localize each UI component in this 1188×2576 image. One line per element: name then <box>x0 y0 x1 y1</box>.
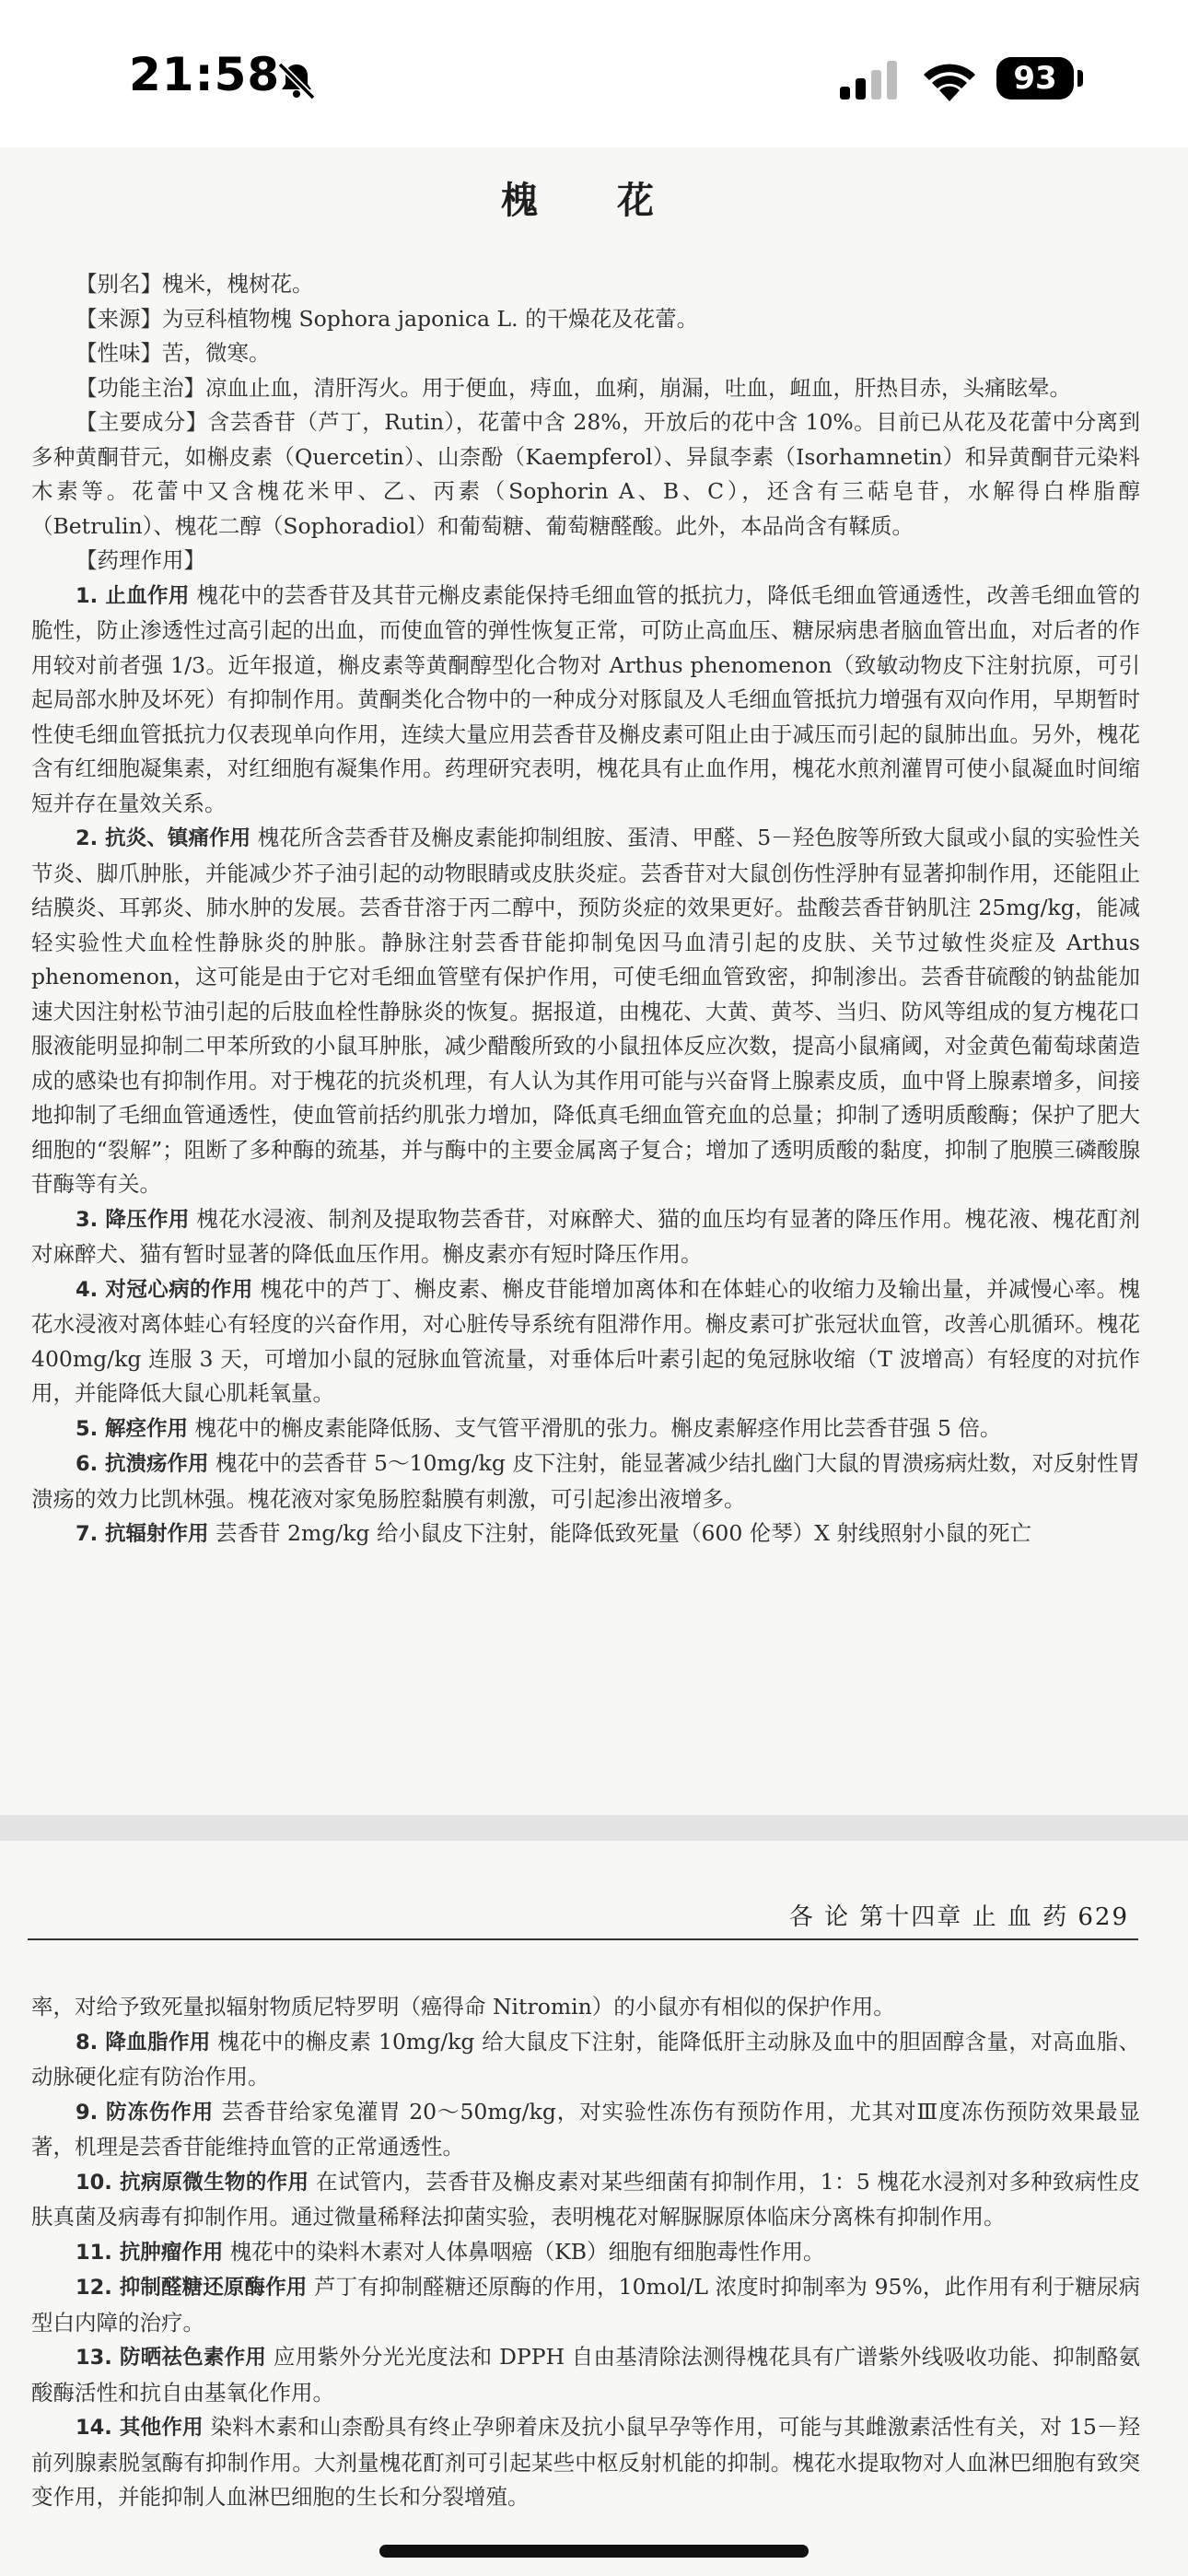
running-header: 各 论 第十四章 止 血 药 629 <box>788 1903 1129 1931</box>
item-heading: 10. 抗病原微生物的作用 <box>76 2170 309 2195</box>
item-heading: 9. 防冻伤作用 <box>76 2100 215 2125</box>
home-indicator[interactable] <box>379 2545 809 2558</box>
paragraph-item-7 <box>31 1516 1140 1552</box>
item-heading: 1. 止血作用 <box>76 583 190 608</box>
page1-body <box>31 267 1140 1552</box>
status-time: 21:58 <box>129 48 281 101</box>
battery-indicator: 93 <box>996 57 1074 100</box>
paragraph-item-2 <box>31 821 1140 1202</box>
bell-slash-icon <box>274 59 319 103</box>
paragraph-components <box>31 405 1140 544</box>
cellular-signal-icon <box>840 61 899 100</box>
paragraph-item-1 <box>31 579 1140 822</box>
section-text: 凉血止血，清肝泻火。用于便血，痔血，血痢，崩漏，吐血，衄血，肝热目赤，头痛眩晕。 <box>205 374 1071 401</box>
section-label: 【来源】 <box>76 305 162 332</box>
item-text: 槐花所含芸香苷及槲皮素能抑制组胺、蛋清、甲醛、5－羟色胺等所致大鼠或小鼠的实验性关节炎、脚爪肿胀，并能减少芥子油引起的动物眼睛或皮肤炎症。芸香苷对大鼠创伤性浮肿有显著抑制作用，还能阻止结膜炎、耳郭炎、肺水肿的发展。芸香苷溶于丙二醇中，预防炎症的效果更好。盐酸芸香苷钠肌注 25mg/kg，能减轻实验性犬血栓性静脉炎的肿胀。静脉注射芸香苷能抑制兔因马血清引起的皮肤、关节过敏性炎症及 Arthus phenomenon，这可能是由于它对毛细血管壁有保护作用，可使毛细血管致密，抑制渗出。芸香苷硫酸的钠盐能加速犬因注射松节油引起的后肢血栓性静脉炎的恢复。据报道，由槐花、大黄、黄芩、当归、防风等组成的复方槐花口服液能明显抑制二甲苯所致的小鼠耳肿胀，减少醋酸所致的小鼠扭体反应次数，提高小鼠痛阈，对金黄色葡萄球菌造成的感染也有抑制作用。对于槐花的抗炎机理，有人认为其作用可能与兴奋肾上腺素皮质，血中肾上腺素增多，间接地抑制了毛细血管通透性，使血管前括约肌张力增加，降低真毛细血管充血的总量；抑制了透明质酸酶；保护了肥大细胞的“裂解”；阻断了多种酶的巯基，并与酶中的主要金属离子复合；增加了透明质酸的黏度，抑制了胞膜三磷酸腺苷酶等有关。 <box>31 825 1140 1197</box>
status-bar <box>0 0 1188 147</box>
paragraph-item-8 <box>31 2025 1140 2095</box>
section-label: 【功能主治】 <box>76 374 205 401</box>
page2-body <box>31 1990 1140 2515</box>
paragraph-item-14 <box>31 2410 1140 2515</box>
paragraph-function <box>31 371 1140 406</box>
battery-cap <box>1077 70 1083 87</box>
item-heading: 12. 抑制醛糖还原酶作用 <box>76 2276 308 2300</box>
paragraph-item-6 <box>31 1446 1140 1516</box>
paragraph-nature <box>31 336 1140 371</box>
paragraph-item-13 <box>31 2340 1140 2410</box>
section-text: 为豆科植物槐 Sophora japonica L. 的干燥花及花蕾。 <box>162 305 699 332</box>
item-text: 槐花中的芸香苷及其苷元槲皮素能保持毛细血管的抵抗力，降低毛细血管通透性，改善毛细血管的脆性，防止渗透性过高引起的出血，而使血管的弹性恢复正常，可防止高血压、糖尿病患者脑血管出血，对后者的作用较对前者强 1/3。近年报道，槲皮素等黄酮醇型化合物对 Arthus phenomenon（致敏动物皮下注射抗原，可引起局部水肿及坏死）有抑制作用。黄酮类化合物中的一种成分对豚鼠及人毛细血管抵抗力增强有双向作用，早期暂时性使毛细血管抵抗力仅表现单向作用，连续大量应用芸香苷及槲皮素可阻止由于减压而引起的鼠肺出血。另外，槐花含有红细胞凝集素，对红细胞有凝集作用。药理研究表明，槐花具有止血作用，槐花水煎剂灌胃可使小鼠凝血时间缩短并存在量效关系。 <box>31 581 1140 816</box>
section-label: 【性味】 <box>76 340 162 366</box>
paragraph-item-5 <box>31 1411 1140 1447</box>
paragraph-source <box>31 302 1140 337</box>
paragraph-item-12 <box>31 2270 1140 2340</box>
item-text: 槐花中的染料木素对人体鼻咽癌（KB）细胞有细胞毒性作用。 <box>229 2238 825 2265</box>
paragraph-item-10 <box>31 2165 1140 2235</box>
document-page-1 <box>0 147 1188 1815</box>
paragraph-item-3 <box>31 1202 1140 1272</box>
item-heading: 5. 解痉作用 <box>76 1416 189 1441</box>
item-text: 染料木素和山柰酚具有终止孕卵着床及抗小鼠早孕等作用，可能与其雌激素活性有关，对 15－羟前列腺素脱氢酶有抑制作用。大剂量槐花酊剂可引起某些中枢反射机能的抑制。槐花水提取物对人血淋巴细胞有致突变作用，并能抑制人血淋巴细胞的生长和分裂增殖。 <box>31 2414 1140 2510</box>
section-text: 含芸香苷（芦丁，Rutin），花蕾中含 28%，开放后的花中含 10%。目前已从花及花蕾中分离到多种黄酮苷元，如槲皮素（Quercetin）、山柰酚（Kaempferol）、异鼠李素（Isorhamnetin）和异黄酮苷元染料木素等。花蕾中又含槐花米甲、乙、丙素（Sophorin A、B、C），还含有三萜皂苷，水解得白桦脂醇（Betrulin）、槐花二醇（Sophoradiol）和葡萄糖、葡萄糖醛酸。此外，本品尚含有鞣质。 <box>31 409 1140 539</box>
item-text: 槐花中的芦丁、槲皮素、槲皮苷能增加离体和在体蛙心的收缩力及输出量，并减慢心率。槐花水浸液对离体蛙心有轻度的兴奋作用，对心脏传导系统有阻滞作用。槲皮素可扩张冠状血管，改善心肌循环。槐花 400mg/kg 连服 3 天，可增加小鼠的冠脉血管流量，对垂体后叶素引起的兔冠脉收缩（T 波增高）有轻度的对抗作用，并能降低大鼠心肌耗氧量。 <box>31 1275 1140 1406</box>
item-text: 芸香苷给家兔灌胃 20～50mg/kg，对实验性冻伤有预防作用，尤其对Ⅲ度冻伤预防效果最显著，机理是芸香苷能维持血管的正常通透性。 <box>31 2098 1140 2160</box>
item-heading: 14. 其他作用 <box>76 2416 204 2440</box>
paragraph-continuation <box>31 1990 1140 2025</box>
section-label: 【别名】 <box>76 271 162 297</box>
item-heading: 6. 抗溃疡作用 <box>76 1452 209 1476</box>
item-text: 芸香苷 2mg/kg 给小鼠皮下注射，能降低致死量（600 伦琴）X 射线照射小鼠的死亡 <box>215 1520 1031 1546</box>
item-heading: 4. 对冠心病的作用 <box>76 1277 253 1302</box>
wifi-icon <box>921 55 978 101</box>
page-title: 槐 花 <box>501 179 687 222</box>
item-heading: 2. 抗炎、镇痛作用 <box>76 826 251 850</box>
section-text: 苦，微寒。 <box>162 340 271 366</box>
item-heading: 11. 抗肿瘤作用 <box>76 2240 224 2265</box>
item-text: 槐花中的槲皮素 10mg/kg 给大鼠皮下注射，能降低肝主动脉及血中的胆固醇含量，对高血脂、动脉硬化症有防治作用。 <box>31 2028 1140 2090</box>
page-separator <box>0 1815 1188 1841</box>
item-heading: 8. 降血脂作用 <box>76 2030 211 2055</box>
item-text: 芦丁有抑制醛糖还原酶的作用，10mol/L 浓度时抑制率为 95%，此作用有利于糖尿病型白内障的治疗。 <box>31 2274 1140 2336</box>
item-text: 槐花中的槲皮素能降低肠、支气管平滑肌的张力。槲皮素解痉作用比芸香苷强 5 倍。 <box>194 1414 1002 1441</box>
item-heading: 7. 抗辐射作用 <box>76 1522 209 1546</box>
paragraph-alias <box>31 267 1140 302</box>
item-text: 在试管内，芸香苷及槲皮素对某些细菌有抑制作用，1：5 槐花水浸剂对多种致病性皮肤真菌及病毒有抑制作用。通过微量稀释法抑菌实验，表明槐花对解脲脲原体临床分离株有抑制作用。 <box>31 2168 1140 2230</box>
paragraph-item-9 <box>31 2095 1140 2165</box>
paragraph-item-4 <box>31 1272 1140 1411</box>
section-label: 【主要成分】 <box>76 409 208 435</box>
paragraph-item-11 <box>31 2235 1140 2271</box>
header-rule <box>28 1938 1138 1940</box>
item-text: 槐花中的芸香苷 5～10mg/kg 皮下注射，能显著减少结扎幽门大鼠的胃溃疡病灶数，对反射性胃溃疡的效力比凯林强。槐花液对家兔肠腔黏膜有刺激，可引起渗出液增多。 <box>31 1450 1140 1512</box>
item-text: 应用紫外分光光度法和 DPPH 自由基清除法测得槐花具有广谱紫外线吸收功能、抑制酪氨酸酶活性和抗自由基氧化作用。 <box>31 2344 1140 2406</box>
paragraph-pharmacology <box>31 544 1140 579</box>
item-heading: 13. 防晒祛色素作用 <box>76 2346 267 2370</box>
item-text: 率，对给予致死量拟辐射物质尼特罗明（癌得命 Nitromin）的小鼠亦有相似的保护作用。 <box>31 1994 895 2020</box>
item-heading: 3. 降压作用 <box>76 1207 190 1232</box>
item-text: 槐花水浸液、制剂及提取物芸香苷，对麻醉犬、猫的血压均有显著的降压作用。槐花液、槐花酊剂对麻醉犬、猫有暂时显著的降低血压作用。槲皮素亦有短时降压作用。 <box>31 1205 1140 1267</box>
section-text: 槐米，槐树花。 <box>162 271 314 297</box>
section-label: 【药理作用】 <box>76 547 205 573</box>
